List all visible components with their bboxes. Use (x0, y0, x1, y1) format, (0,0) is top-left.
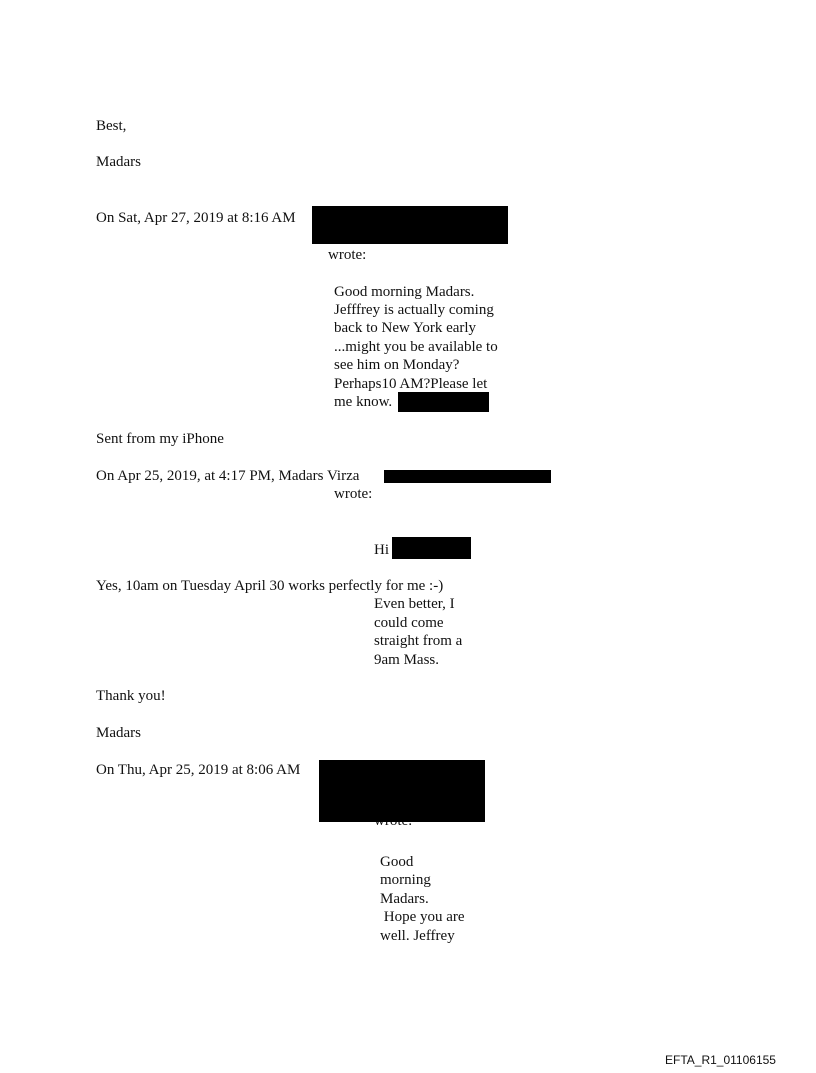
reply-header-2: On Apr 25, 2019, at 4:17 PM, Madars Virza (96, 468, 360, 484)
reply-header-3: On Thu, Apr 25, 2019 at 8:06 AM (96, 762, 301, 778)
message-line: Even better, I (374, 596, 455, 612)
signature-name: Madars (96, 154, 141, 170)
signature-name-2: Madars (96, 725, 141, 741)
sent-from-text: Sent from my iPhone (96, 431, 224, 447)
message-line: well. Jeffrey (380, 928, 455, 944)
reply-line: Yes, 10am on Tuesday April 30 works perfectly for me :-) (96, 578, 444, 594)
message-line: see him on Monday? (334, 357, 460, 373)
message-line: 9am Mass. (374, 652, 439, 668)
message-line: Perhaps10 AM?Please let (334, 376, 488, 392)
redaction-block (384, 470, 551, 483)
message-line: back to New York early (334, 320, 477, 336)
redaction-block (319, 760, 485, 822)
message-line: Good morning Madars. (334, 284, 475, 300)
redaction-block (392, 537, 471, 559)
document-id: EFTA_R1_01106155 (665, 1053, 776, 1067)
message-line: me know. (334, 394, 393, 410)
message-line: Hope you are (380, 909, 465, 925)
message-line: ...might you be available to (334, 339, 498, 355)
message-line: Good (380, 854, 414, 870)
reply-header-1: On Sat, Apr 27, 2019 at 8:16 AM (96, 210, 296, 226)
message-line: morning (380, 872, 431, 888)
wrote-label-1: wrote: (328, 247, 367, 263)
wrote-label-2: wrote: (334, 486, 373, 502)
closing-text: Best, (96, 118, 127, 134)
message-line: straight from a (374, 633, 463, 649)
message-line: could come (374, 615, 444, 631)
message-line: Madars. (380, 891, 429, 907)
thanks-text: Thank you! (96, 688, 166, 704)
redaction-block (312, 206, 508, 244)
redaction-block (398, 392, 489, 412)
greeting-text: Hi (374, 542, 389, 558)
message-line: Jefffrey is actually coming (334, 302, 494, 318)
